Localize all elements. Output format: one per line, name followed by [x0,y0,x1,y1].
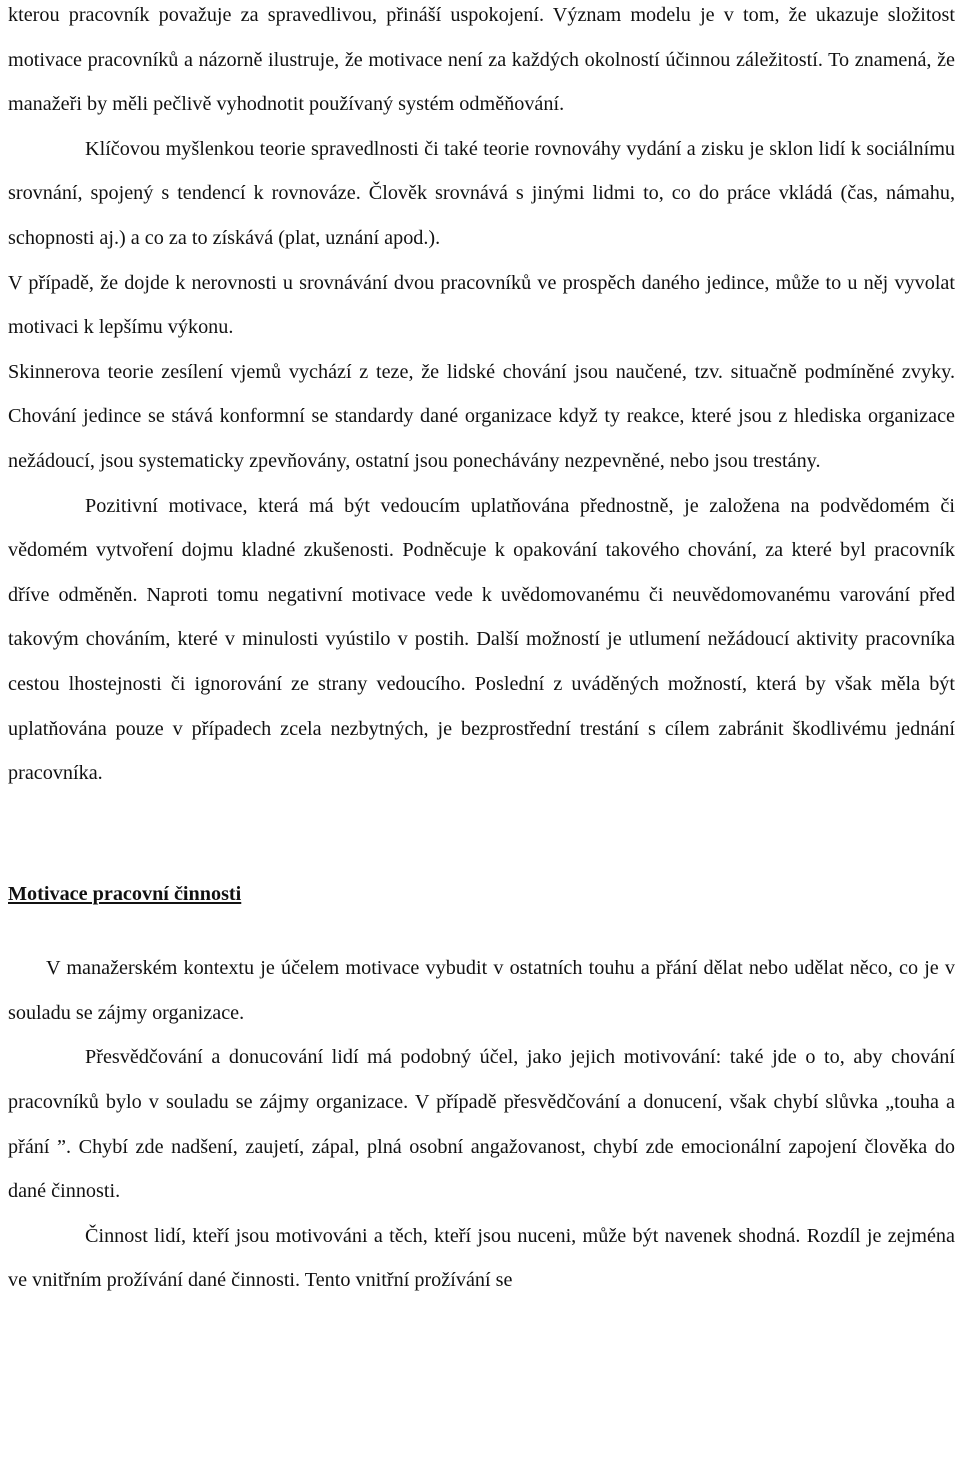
section-spacer [8,796,955,872]
paragraph-persuasion: Přesvědčování a donucování lidí má podobný účel, jako jejich motivování: také jde o to, aby chování pracovníků bylo v souladu se zájmy organizace. V případě přesvědčování a donucení, však chybí slůvka „touha a přání ”. Chybí zde nadšení, zaujetí, zápal, plná osobní angažovanost, chybí zde emocionální zapojení člověka do dané činnosti. [8,1046,955,1203]
paragraph-skinner-theory: Skinnerova teorie zesílení vjemů vychází z teze, že lidské chování jsou naučené, tzv. situačně podmíněné zvyky. Chování jedince se stává konformní se standardy dané organizace když ty reakce, které jsou z hlediska organizace nežádoucí, jsou systematicky zpevňovány, ostatní jsou ponechávány nezpevněné, nebo jsou trestány. [8,360,955,472]
paragraph-fairness-model: kterou pracovník považuje za spravedlivou, přináší uspokojení. Význam modelu je v tom, že ukazuje složitost motivace pracovníků a názorně ilustruje, že motivace není za každých okolností účinnou záležitostí. To znamená, že manažeři by měli pečlivě vyhodnotit používaný systém odměňování. [8,4,955,116]
heading-spacer [8,916,955,946]
paragraph-managerial-context: V manažerském kontextu je účelem motivace vybudit v ostatních touhu a přání dělat nebo udělat něco, co je v souladu se zájmy organizace. [8,957,955,1024]
paragraph-activity: Činnost lidí, kteří jsou motivováni a těch, kteří jsou nuceni, může být navenek shodná. Rozdíl je zejména ve vnitřním prožívání dané činnosti. Tento vnitřní prožívání se [8,1224,955,1292]
paragraph-equity-theory: Klíčovou myšlenkou teorie spravedlnosti či také teorie rovnováhy vydání a zisku je sklon lidí k sociálnímu srovnání, spojený s tendencí k rovnováze. Člověk srovnává s jinými lidmi to, co do práce vkládá (čas, námahu, schopnosti aj.) a co za to získává (plat, uznání apod.). [8,137,955,249]
paragraph-inequality: V případě, že dojde k nerovnosti u srovnávání dvou pracovníků ve prospěch daného jedince, může to u něj vyvolat motivaci k lepšímu výkonu. [8,271,955,339]
paragraph-positive-motivation: Pozitivní motivace, která má být vedoucím uplatňována přednostně, je založena na podvědomém či vědomém vytvoření dojmu kladné zkušenosti. Podněcuje k opakování takového chování, za které byl pracovník dříve odměněn. Naproti tomu negativní motivace vede k uvědomovanému či neuvědomovanému varování před takovým chováním, které v minulosti vyústilo v postih. Další možností je utlumení nežádoucí aktivity pracovníka cestou lhostejnosti či ignorování ze strany vedoucího. Poslední z uváděných možností, která by však měla být uplatňována pouze v případech zcela nezbytných, je bezprostřední trestání s cílem zabránit škodlivému jednání pracovníka. [8,494,955,785]
document-page [8,0,955,1303]
section-heading: Motivace pracovní činnosti [8,882,242,905]
